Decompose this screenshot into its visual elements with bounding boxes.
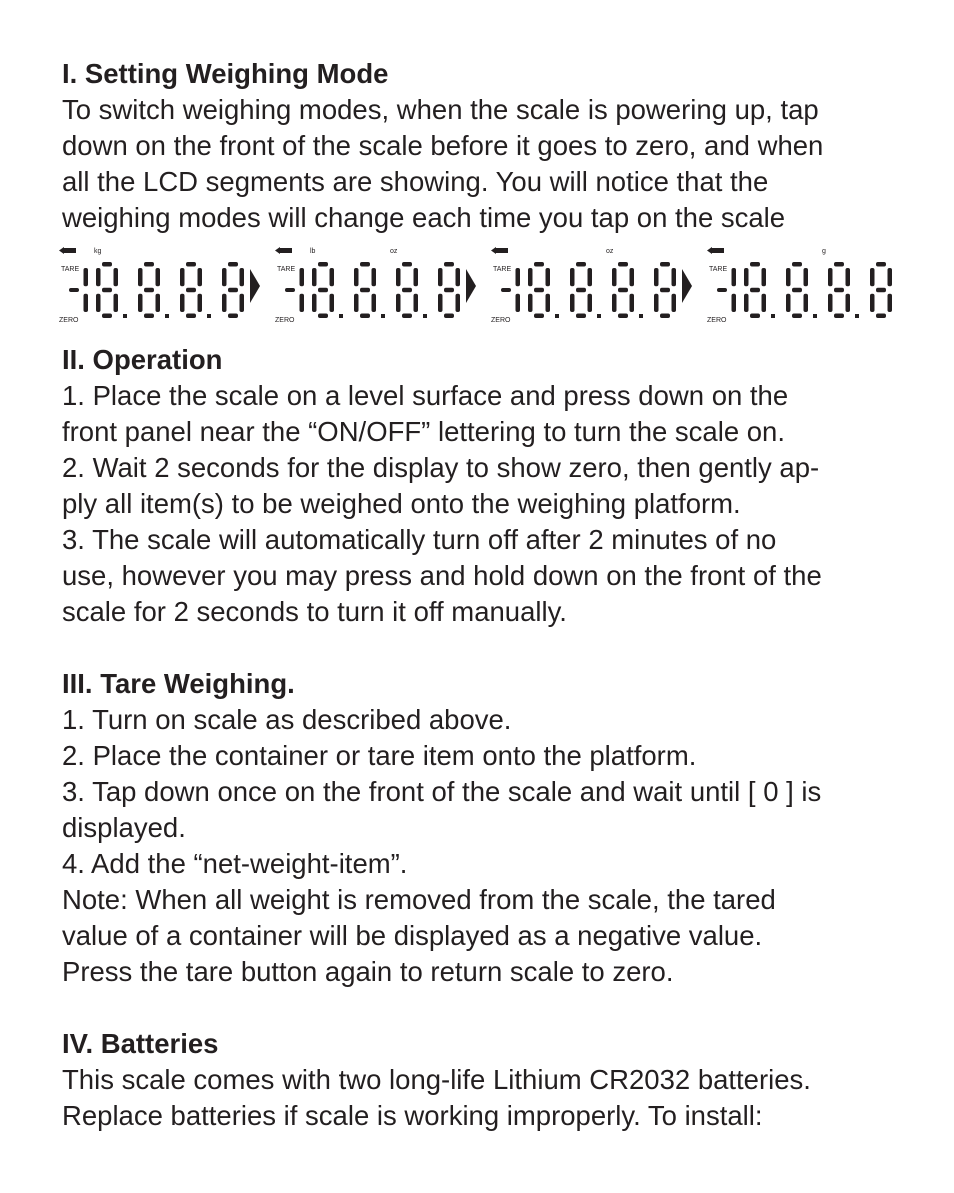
arrow-right-icon [464,266,478,306]
text-line: 2. Place the container or tare item onto the platform. [62,740,697,771]
unit-label: lb [310,248,316,255]
lcd-segment [402,314,412,319]
lcd-segment [612,268,617,286]
lcd-segment [285,288,295,292]
lcd-segment [186,288,196,293]
lcd-decimal-point [813,314,817,318]
text-line: Note: When all weight is removed from the scale, the tared [62,884,776,915]
lcd-segment [372,268,377,286]
lcd-segment [516,268,521,286]
lcd-segment [402,262,412,267]
lcd-segment [618,288,628,293]
lcd-segment [876,288,886,293]
lcd-segment [660,262,670,267]
lcd-segment [156,268,161,286]
lcd-segment [240,268,245,286]
lcd-segment [414,294,419,312]
text-line: weighing modes will change each time you tap on the scale [62,202,786,233]
lcd-segment [318,288,328,293]
lcd-segment [501,288,511,292]
section-heading-tare-weighing: III. Tare Weighing. [62,668,295,699]
lcd-segment [222,294,227,312]
tare-label: TARE [709,266,728,273]
tare-label: TARE [61,266,80,273]
lcd-segment [786,268,791,286]
lcd-segment [546,294,551,312]
lcd-svg [272,244,462,328]
lcd-segment [102,262,112,267]
lcd-segment [102,314,112,319]
arrow-right-icon [248,266,262,306]
text-line: 1. Place the scale on a level surface and press down on the [62,380,789,411]
lcd-digit [312,262,334,318]
manual-page [59,56,902,1134]
lcd-segment [372,294,377,312]
lcd-segment [618,262,628,267]
lcd-segment [570,268,575,286]
lcd-segment [228,288,238,293]
lcd-segment [402,288,412,293]
lcd-segment [96,294,101,312]
lcd-segment [750,314,760,319]
lcd-segment [630,294,635,312]
text-line: 2. Wait 2 seconds for the display to show zero, then gently ap- [62,452,820,483]
text-line: all the LCD segments are showing. You will notice that the [62,166,769,197]
text-line: down on the front of the scale before it goes to zero, and when [62,130,824,161]
lcd-digit [654,262,676,318]
lcd-segment [444,288,454,293]
text-line: use, however you may press and hold down on the front of the [62,560,822,591]
lcd-segment [870,294,875,312]
lcd-digit [870,262,892,318]
lcd-segment [570,294,575,312]
lcd-decimal-point [771,314,775,318]
lcd-segment [876,262,886,267]
text-line: ply all item(s) to be weighed onto the weighing platform. [62,488,741,519]
tare-label: TARE [277,266,296,273]
lcd-segment [114,294,119,312]
lcd-segment [588,268,593,286]
lcd-segment [396,268,401,286]
text-line: displayed. [62,812,186,843]
lcd-decimal-point [555,314,559,318]
lcd-digit [744,262,766,318]
lcd-digit [300,268,305,312]
lcd-segment [846,268,851,286]
lcd-segment [528,294,533,312]
lcd-display-g [704,244,894,328]
lcd-digit [396,262,418,318]
text-line: Replace batteries if scale is working improperly. To install: [62,1100,763,1131]
lcd-segment [186,262,196,267]
lcd-segment [228,314,238,319]
lcd-segment [546,268,551,286]
lcd-segment [180,294,185,312]
lcd-segment [138,268,143,286]
lcd-segment [360,314,370,319]
lcd-segment [69,288,79,292]
lcd-segment [846,294,851,312]
text-line: To switch weighing modes, when the scale is powering up, tap [62,94,819,125]
lcd-segment [456,294,461,312]
lcd-segment [870,268,875,286]
battery-tip [59,247,64,254]
lcd-display-lb-oz [272,244,462,328]
lcd-decimal-point [423,314,427,318]
lcd-segment [114,268,119,286]
battery-tip [491,247,496,254]
lcd-digit [96,262,118,318]
lcd-segment [588,294,593,312]
lcd-segment [180,268,185,286]
lcd-segment [732,294,737,312]
lcd-segment [138,294,143,312]
spacer [62,630,902,666]
unit-label: oz [606,248,614,255]
lcd-segment [792,288,802,293]
lcd-segment [576,288,586,293]
lcd-segment [888,294,893,312]
lcd-segment [444,314,454,319]
lcd-segment [330,268,335,286]
lcd-segment [654,294,659,312]
lcd-segment [330,294,335,312]
lcd-digit [354,262,376,318]
lcd-display-oz [488,244,678,328]
lcd-segment [876,314,886,319]
lcd-segment [198,294,203,312]
lcd-segment [414,268,419,286]
tare-label: TARE [493,266,512,273]
lcd-segment [438,294,443,312]
lcd-segment [750,262,760,267]
lcd-mode-sequence [56,244,902,336]
lcd-digit [786,262,808,318]
lcd-segment [660,314,670,319]
battery-tip [275,247,280,254]
lcd-segment [240,294,245,312]
lcd-decimal-point [381,314,385,318]
lcd-segment [576,314,586,319]
lcd-segment [786,294,791,312]
lcd-segment [888,268,893,286]
lcd-digit [516,268,521,312]
section-heading-batteries: IV. Batteries [62,1028,219,1059]
lcd-segment [444,262,454,267]
lcd-segment [804,268,809,286]
battery-body [64,248,76,253]
lcd-segment [312,294,317,312]
lcd-segment [732,268,737,286]
lcd-segment [762,294,767,312]
battery-icon [59,247,76,254]
lcd-segment [360,288,370,293]
battery-tip [707,247,712,254]
zero-label: ZERO [59,317,79,324]
lcd-segment [630,268,635,286]
lcd-segment [660,288,670,293]
lcd-segment [834,288,844,293]
lcd-segment [528,268,533,286]
lcd-segment [834,314,844,319]
lcd-segment [750,288,760,293]
lcd-decimal-point [165,314,169,318]
lcd-segment [792,262,802,267]
lcd-segment [96,268,101,286]
lcd-segment [396,294,401,312]
lcd-segment [534,262,544,267]
lcd-segment [102,288,112,293]
lcd-segment [717,288,727,292]
lcd-segment [300,294,305,312]
lcd-segment [744,268,749,286]
lcd-digit [570,262,592,318]
lcd-segment [354,268,359,286]
text-line: 3. The scale will automatically turn off after 2 minutes of no [62,524,777,555]
lcd-digit [222,262,244,318]
battery-icon [491,247,508,254]
lcd-decimal-point [123,314,127,318]
text-line: scale for 2 seconds to turn it off manually. [62,596,567,627]
lcd-segment [228,262,238,267]
lcd-segment [576,262,586,267]
lcd-segment [222,268,227,286]
lcd-segment [438,268,443,286]
lcd-segment [828,294,833,312]
lcd-decimal-point [207,314,211,318]
lcd-segment [84,294,89,312]
arrow-right-icon [680,266,694,306]
lcd-segment [84,268,89,286]
lcd-segment [672,294,677,312]
lcd-segment [318,262,328,267]
lcd-svg [56,244,246,328]
lcd-segment [762,268,767,286]
lcd-digit [180,262,202,318]
lcd-segment [534,288,544,293]
unit-label: g [822,248,826,255]
unit-label: oz [390,248,398,255]
lcd-segment [144,288,154,293]
battery-body [496,248,508,253]
lcd-segment [144,314,154,319]
text-line: front panel near the “ON/OFF” lettering to turn the scale on. [62,416,785,447]
text-line: 1. Turn on scale as described above. [62,704,512,735]
lcd-segment [672,268,677,286]
lcd-segment [198,268,203,286]
section-heading-operation: II. Operation [62,344,223,375]
lcd-decimal-point [855,314,859,318]
lcd-decimal-point [639,314,643,318]
text-line: Press the tare button again to return scale to zero. [62,956,674,987]
lcd-digit [612,262,634,318]
lcd-svg [704,244,894,328]
lcd-segment [312,268,317,286]
lcd-segment [354,294,359,312]
battery-icon [275,247,292,254]
lcd-digit [528,262,550,318]
lcd-display-kg [56,244,246,328]
lcd-segment [534,314,544,319]
lcd-digit [732,268,737,312]
lcd-segment [618,314,628,319]
lcd-segment [318,314,328,319]
lcd-segment [804,294,809,312]
lcd-segment [792,314,802,319]
lcd-segment [300,268,305,286]
text-line: This scale comes with two long-life Lithium CR2032 batteries. [62,1064,811,1095]
battery-icon [707,247,724,254]
lcd-segment [516,294,521,312]
battery-body [280,248,292,253]
lcd-decimal-point [597,314,601,318]
lcd-digit [828,262,850,318]
lcd-segment [186,314,196,319]
lcd-segment [828,268,833,286]
lcd-segment [834,262,844,267]
spacer [62,990,902,1026]
section-heading-weighing-mode: I. Setting Weighing Mode [62,58,389,89]
battery-body [712,248,724,253]
lcd-segment [654,268,659,286]
lcd-segment [744,294,749,312]
unit-label: kg [94,248,102,255]
text-line: value of a container will be displayed as a negative value. [62,920,763,951]
lcd-digit [438,262,460,318]
lcd-segment [144,262,154,267]
zero-label: ZERO [491,317,511,324]
lcd-decimal-point [339,314,343,318]
lcd-segment [156,294,161,312]
text-line: 3. Tap down once on the front of the scale and wait until [ 0 ] is [62,776,822,807]
text-line: 4. Add the “net-weight-item”. [62,848,408,879]
lcd-segment [612,294,617,312]
zero-label: ZERO [275,317,295,324]
lcd-digit [138,262,160,318]
zero-label: ZERO [707,317,727,324]
lcd-segment [456,268,461,286]
lcd-digit [84,268,89,312]
lcd-svg [488,244,678,328]
lcd-segment [360,262,370,267]
